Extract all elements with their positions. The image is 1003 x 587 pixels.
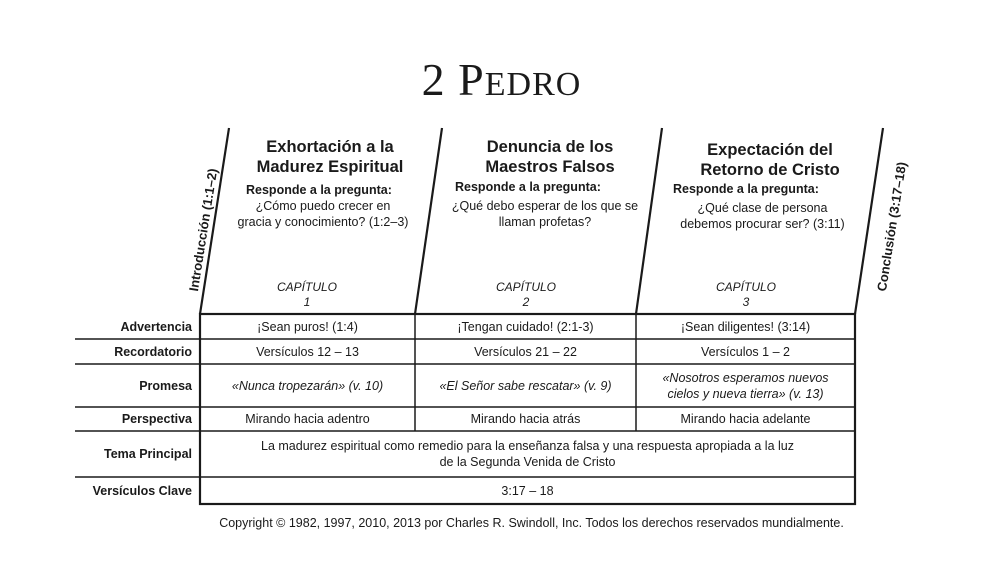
- cell-line: cielos y nueva tierra» (v. 13): [667, 386, 824, 401]
- intro-label: Introducción (1:1–2): [186, 167, 221, 293]
- chapter-number: 2: [522, 295, 530, 309]
- section-2-question: [445, 198, 645, 230]
- section-2-question-line: llaman profetas?: [498, 215, 592, 229]
- chapter-label: CAPÍTULO: [495, 280, 556, 294]
- section-1-heading-line: Exhortación a la: [266, 138, 394, 156]
- section-2-heading-line: Maestros Falsos: [485, 158, 615, 176]
- section-3-chapter: [696, 280, 796, 310]
- table-cell: Versículos 1 – 2: [701, 344, 790, 359]
- section-1-question-line: gracia y conocimiento? (1:2–3): [237, 215, 409, 229]
- section-3-question: [665, 200, 860, 232]
- cell-line: «Nosotros esperamos nuevos: [662, 370, 829, 385]
- table-cell: Versículos 21 – 22: [474, 344, 577, 359]
- table-cell: ¡Sean diligentes! (3:14): [680, 319, 811, 334]
- section-1-heading-line: Madurez Espiritual: [256, 158, 404, 176]
- section-2-chapter: [476, 280, 576, 310]
- section-3-question-line: ¿Qué clase de persona: [697, 201, 828, 215]
- chapter-number: 3: [742, 295, 750, 309]
- table-cell: Mirando hacia atrás: [470, 412, 581, 426]
- row-label-versiculos: Versículos Clave: [92, 484, 192, 498]
- table-cell: [636, 364, 855, 407]
- row-label-advertencia: Advertencia: [120, 320, 192, 334]
- section-1-chapter: [257, 280, 357, 310]
- table-cell: Mirando hacia adelante: [680, 412, 811, 426]
- table-cell: ¡Sean puros! (1:4): [257, 319, 358, 334]
- table-cell: «Nunca tropezarán» (v. 10): [231, 378, 384, 393]
- title-first: 2 P: [421, 54, 485, 105]
- versiculos-clave-cell: 3:17 – 18: [501, 483, 554, 498]
- conclusion-label: Conclusión (3:17–18): [874, 160, 910, 293]
- section-2-question-label: Responde a la pregunta:: [455, 180, 601, 194]
- tema-line: de la Segunda Venida de Cristo: [439, 455, 616, 469]
- section-1-question-label: Responde a la pregunta:: [246, 183, 392, 197]
- copyright: Copyright © 1982, 1997, 2010, 2013 por Charles R. Swindoll, Inc. Todos los derechos reservados mundialmente.: [219, 516, 844, 530]
- row-label-promesa: Promesa: [139, 379, 192, 393]
- section-1-question-line: ¿Cómo puedo crecer en: [255, 199, 391, 213]
- row-label-perspectiva: Perspectiva: [121, 412, 192, 426]
- table-cell: Versículos 12 – 13: [256, 344, 359, 359]
- section-3-question-line: debemos procurar ser? (3:11): [680, 217, 845, 231]
- table-cell: «El Señor sabe rescatar» (v. 9): [439, 378, 612, 393]
- section-2-question-line: ¿Qué debo esperar de los que se: [451, 199, 639, 213]
- chapter-label: CAPÍTULO: [276, 280, 337, 294]
- chapter-label: CAPÍTULO: [715, 280, 776, 294]
- table-cell: Mirando hacia adentro: [245, 412, 370, 426]
- section-3-question-label: Responde a la pregunta:: [673, 182, 819, 196]
- row-label-recordatorio: Recordatorio: [114, 345, 192, 359]
- tema-line: La madurez espiritual como remedio para la enseñanza falsa y una respuesta apropiada a la luz: [261, 439, 794, 453]
- section-3-heading-line: Retorno de Cristo: [700, 161, 840, 179]
- section-3-heading: [670, 140, 870, 180]
- section-1-question: [228, 198, 418, 230]
- section-2-heading: [450, 137, 650, 177]
- section-1-heading: [230, 137, 430, 177]
- section-3-heading-line: Expectación del: [707, 141, 833, 159]
- section-2-heading-line: Denuncia de los: [486, 138, 614, 156]
- chapter-number: 1: [303, 295, 311, 309]
- row-label-tema: Tema Principal: [104, 447, 192, 461]
- tema-principal-cell: [200, 431, 855, 477]
- title-rest: EDRO: [484, 66, 582, 103]
- table-cell: ¡Tengan cuidado! (2:1-3): [457, 319, 594, 334]
